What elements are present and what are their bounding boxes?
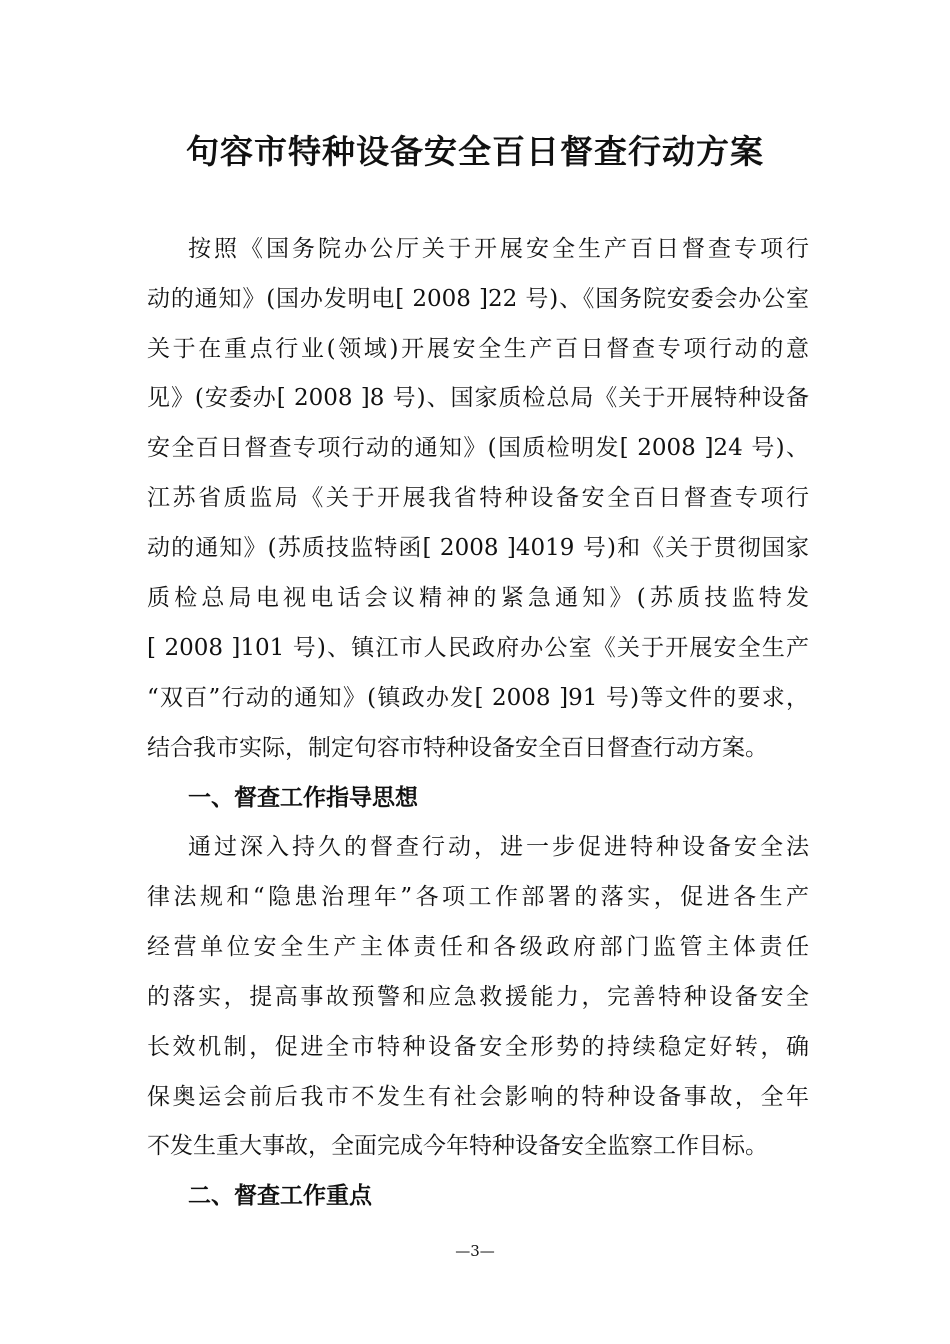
document-title: 句容市特种设备安全百日督查行动方案 — [186, 132, 764, 171]
section-heading: 二、督查工作重点 — [188, 1183, 372, 1209]
intro-line: [ 2008 ]101 号)、镇江市人民政府办公室《关于开展安全生产 — [147, 635, 809, 661]
intro-line: 江苏省质监局《关于开展我省特种设备安全百日督查专项行 — [147, 485, 809, 511]
section1-line: 不发生重大事故，全面完成今年特种设备安全监察工作目标。 — [147, 1133, 768, 1159]
intro-line: 关于在重点行业(领域)开展安全生产百日督查专项行动的意 — [147, 336, 809, 362]
intro-line: 动的通知》(苏质技监特函[ 2008 ]4019 号)和《关于贯彻国家 — [147, 535, 809, 561]
intro-line: 安全百日督查专项行动的通知》(国质检明发[ 2008 ]24 号)、 — [147, 435, 809, 461]
intro-line: 质检总局电视电话会议精神的紧急通知》(苏质技监特发 — [147, 585, 809, 611]
intro-line: 按照《国务院办公厅关于开展安全生产百日督查专项行 — [188, 236, 809, 262]
intro-line: 结合我市实际，制定句容市特种设备安全百日督查行动方案。 — [147, 735, 768, 761]
section1-line: 律法规和“隐患治理年”各项工作部署的落实，促进各生产 — [147, 884, 809, 910]
section1-line: 长效机制，促进全市特种设备安全形势的持续稳定好转，确 — [147, 1034, 809, 1060]
intro-line: 见》(安委办[ 2008 ]8 号)、国家质检总局《关于开展特种设备 — [147, 385, 809, 411]
section1-line: 保奥运会前后我市不发生有社会影响的特种设备事故，全年 — [147, 1084, 809, 1110]
section-heading: 一、督查工作指导思想 — [188, 785, 418, 811]
section1-line: 的落实，提高事故预警和应急救援能力，完善特种设备安全 — [147, 984, 809, 1010]
intro-line: 动的通知》(国办发明电[ 2008 ]22 号)、《国务院安委会办公室 — [147, 286, 809, 312]
section1-line: 经营单位安全生产主体责任和各级政府部门监管主体责任 — [147, 934, 809, 960]
page-number: —3— — [455, 1242, 495, 1260]
section1-line: 通过深入持久的督查行动，进一步促进特种设备安全法 — [188, 834, 809, 860]
intro-line: “双百”行动的通知》(镇政办发[ 2008 ]91 号)等文件的要求， — [147, 685, 809, 711]
